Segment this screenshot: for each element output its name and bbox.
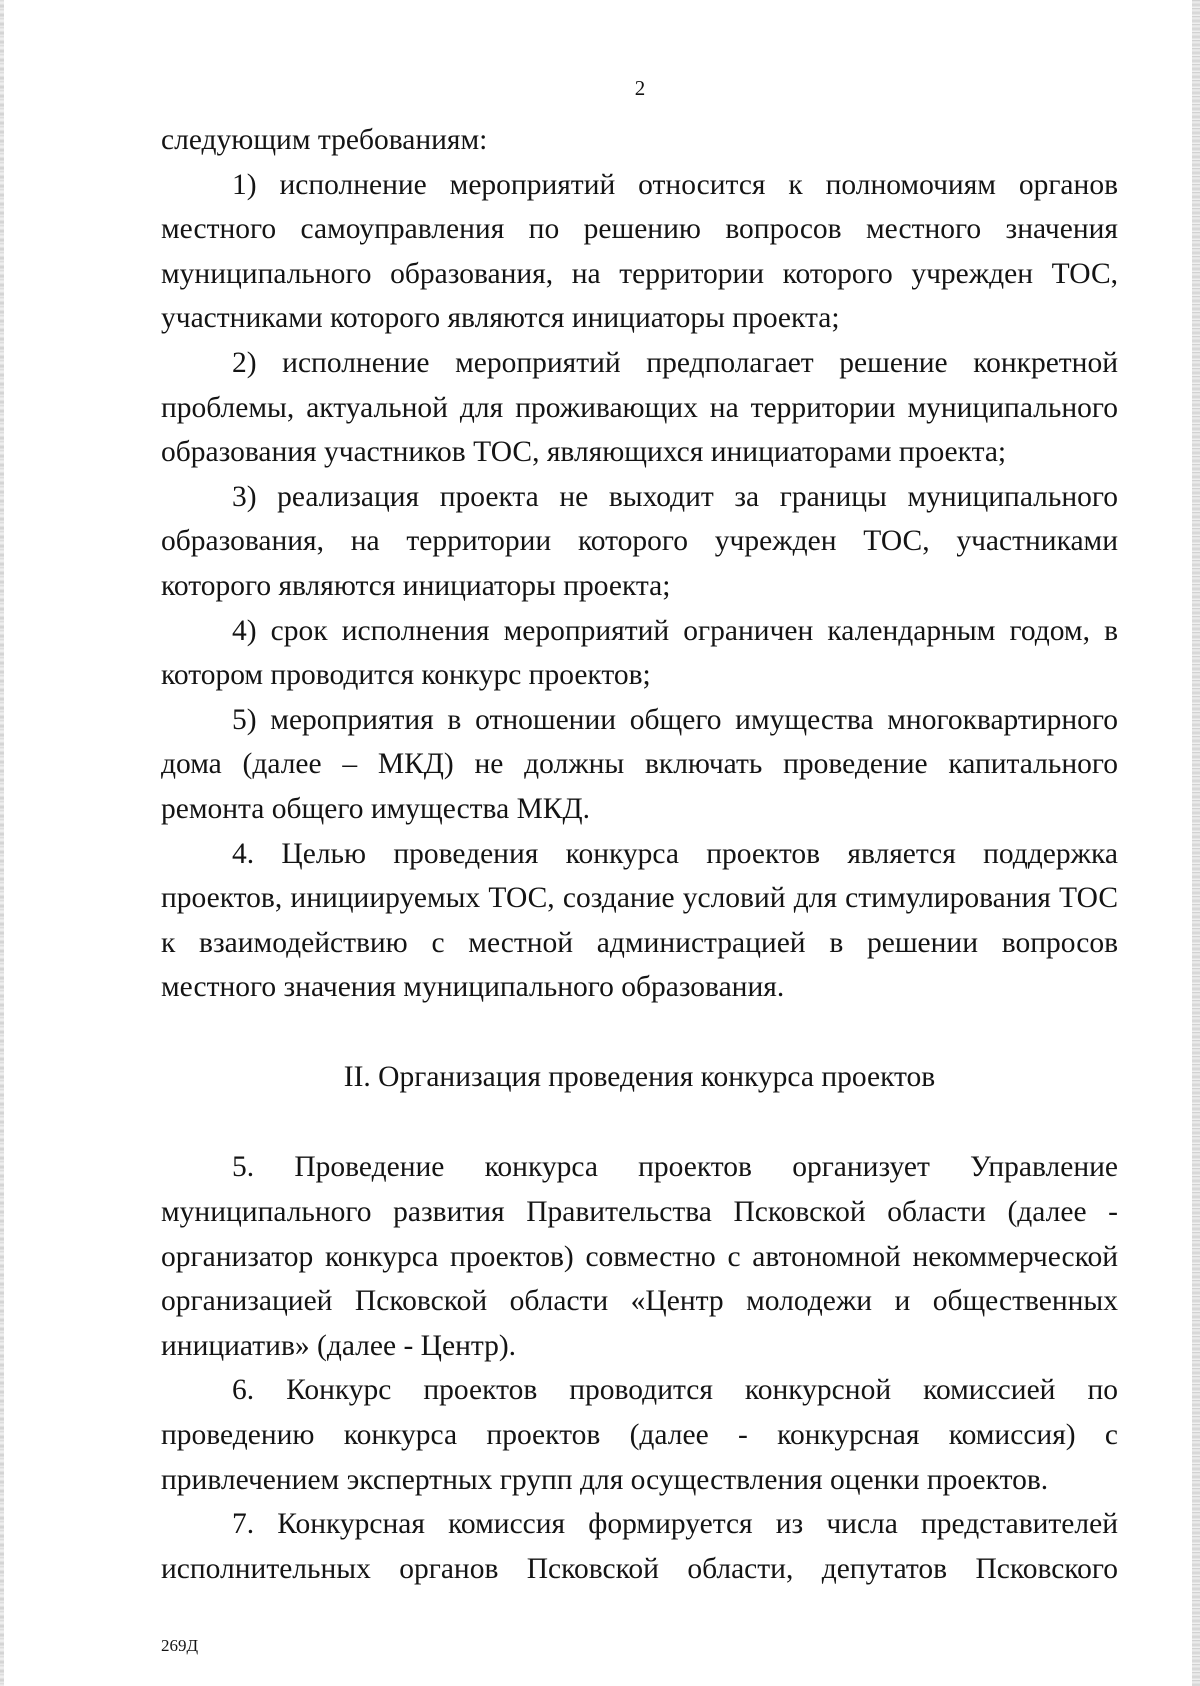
lead-in-paragraph: следующим требованиям: [161, 124, 488, 156]
requirement-2: 2) исполнение мероприятий предполагает решение конкретной проблемы, актуальной для проживающих на территории муниципального образования участников ТОС, являющихся инициаторами проекта; [161, 346, 1118, 469]
document-body [161, 118, 1118, 1591]
paragraph-item-5: 5. Проведение конкурса проектов организует Управление муниципального развития Правительства Псковской области (далее - организатор конкурса проектов) совместно с автономной некоммерческой организацией Псковской области «Центр молодежи и общественных инициатив» (далее - Центр). [161, 1151, 1118, 1362]
requirement-4: 4) срок исполнения мероприятий ограничен календарным годом, в котором проводится конкурс проектов; [161, 614, 1118, 692]
section-heading: II. Организация проведения конкурса проектов [343, 1060, 936, 1093]
scan-edge-right [1192, 0, 1200, 1686]
requirement-1: 1) исполнение мероприятий относится к полномочиям органов местного самоуправления по решению вопросов местного значения муниципального образования, на территории которого учрежден ТОС, участниками которого являются инициаторы проекта; [161, 168, 1118, 335]
paragraph-item-6: 6. Конкурс проектов проводится конкурсной комиссией по проведению конкурса проектов (далее - конкурсная комиссия) с привлечением экспертных групп для осуществления оценки проектов. [161, 1374, 1118, 1496]
document-code: 269Д [161, 1636, 199, 1655]
requirement-3: 3) реализация проекта не выходит за границы муниципального образования, на территории которого учрежден ТОС, участниками которого являются инициаторы проекта; [161, 480, 1118, 602]
requirement-5: 5) мероприятия в отношении общего имущества многоквартирного дома (далее – МКД) не должны включать проведение капитального ремонта общего имущества МКД. [161, 703, 1118, 825]
paragraph-item-4: 4. Целью проведения конкурса проектов является поддержка проектов, инициируемых ТОС, создание условий для стимулирования ТОС к взаимодействию с местной администрацией в решении вопросов местного значения муниципального образования. [161, 837, 1118, 1004]
page-number: 2 [634, 76, 646, 100]
paragraph-item-7: 7. Конкурсная комиссия формируется из числа представителей исполнительных органов Псковской области, депутатов Псковского [161, 1508, 1118, 1585]
scan-edge-left [0, 0, 4, 1686]
